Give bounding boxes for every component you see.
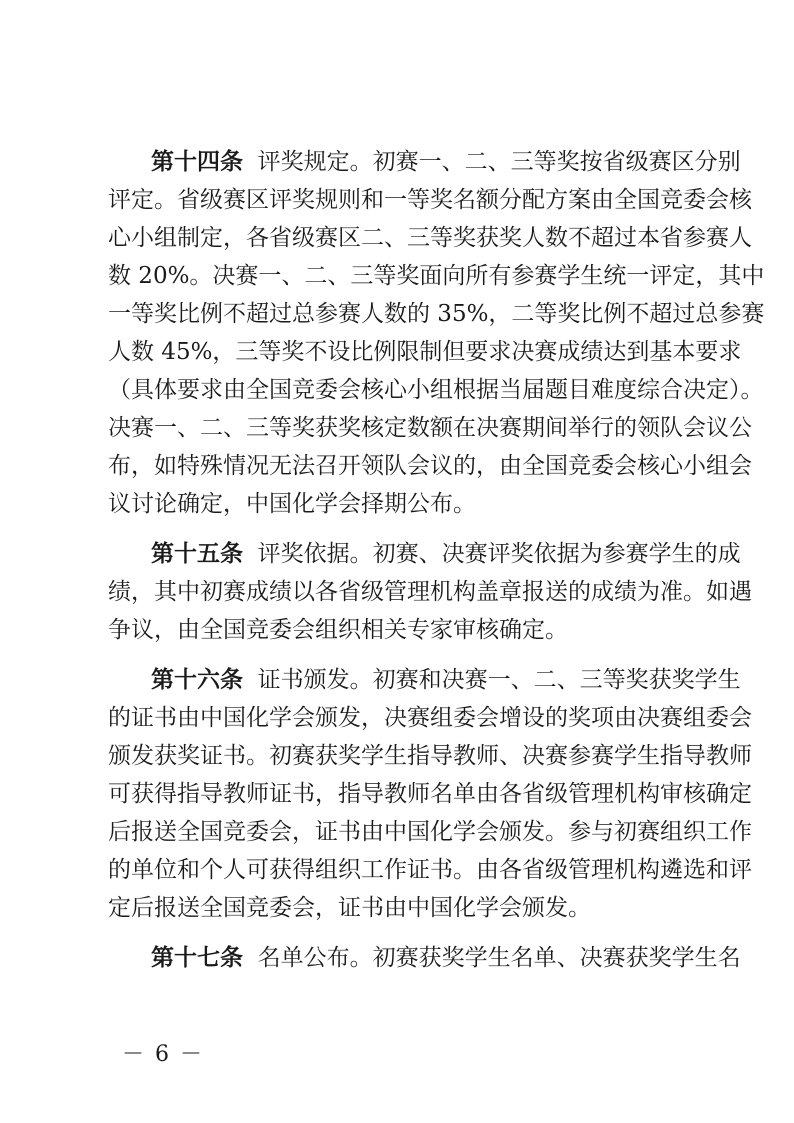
article-text: 证书颁发。初赛和决赛一、二、三等奖获奖学生 — [257, 667, 741, 693]
article-text: 名单公布。初赛获奖学生名单、决赛获奖学生名 — [257, 945, 741, 971]
article-line: 决赛一、二、三等奖获奖核定数额在决赛期间举行的领队会议公 — [108, 415, 752, 441]
article-line: 议讨论确定，中国化学会择期公布。 — [108, 491, 476, 517]
article-line: 定后报送全国竞委会，证书由中国化学会颁发。 — [108, 895, 591, 921]
article-line: （具体要求由全国竞委会核心小组根据当届题目难度综合决定）。 — [108, 377, 764, 403]
article-line: 颁发获奖证书。初赛获奖学生指导教师、决赛参赛学生指导教师 — [108, 743, 752, 769]
page-number: － 6 － — [122, 1042, 204, 1067]
article-text: 评奖依据。初赛、决赛评奖依据为参赛学生的成 — [257, 541, 741, 567]
article-text: 评奖规定。初赛一、二、三等奖按省级赛区分别 — [257, 149, 741, 175]
article-line: 评定。省级赛区评奖规则和一等奖名额分配方案由全国竞委会核 — [108, 187, 752, 213]
article-number: 第十五条 — [151, 541, 243, 567]
article-number: 第十七条 — [151, 945, 243, 971]
article-line: 的单位和个人可获得组织工作证书。由各省级管理机构遴选和评 — [108, 857, 752, 883]
article-line: 争议，由全国竞委会组织相关专家审核确定。 — [108, 617, 568, 643]
article-line: 数 20%。决赛一、二、三等奖面向所有参赛学生统一评定，其中 — [108, 263, 765, 289]
article-line: 可获得指导教师证书，指导教师名单由各省级管理机构审核确定 — [108, 781, 752, 807]
article-line — [151, 939, 741, 977]
article-line: 一等奖比例不超过总参赛人数的 35%，二等奖比例不超过总参赛 — [108, 301, 765, 327]
article-line — [151, 143, 741, 181]
article-line — [151, 535, 741, 573]
article-line: 后报送全国竞委会，证书由中国化学会颁发。参与初赛组织工作 — [108, 819, 752, 845]
article-line: 人数 45%，三等奖不设比例限制但要求决赛成绩达到基本要求 — [108, 339, 742, 365]
article-line: 的证书由中国化学会颁发，决赛组委会增设的奖项由决赛组委会 — [108, 705, 752, 731]
article-number: 第十四条 — [151, 149, 243, 175]
article-line — [151, 661, 741, 699]
article-number: 第十六条 — [151, 667, 243, 693]
article-line: 布，如特殊情况无法召开领队会议的，由全国竞委会核心小组会 — [108, 453, 752, 479]
article-line: 心小组制定，各省级赛区二、三等奖获奖人数不超过本省参赛人 — [108, 225, 752, 251]
article-line: 绩，其中初赛成绩以各省级管理机构盖章报送的成绩为准。如遇 — [108, 579, 752, 605]
